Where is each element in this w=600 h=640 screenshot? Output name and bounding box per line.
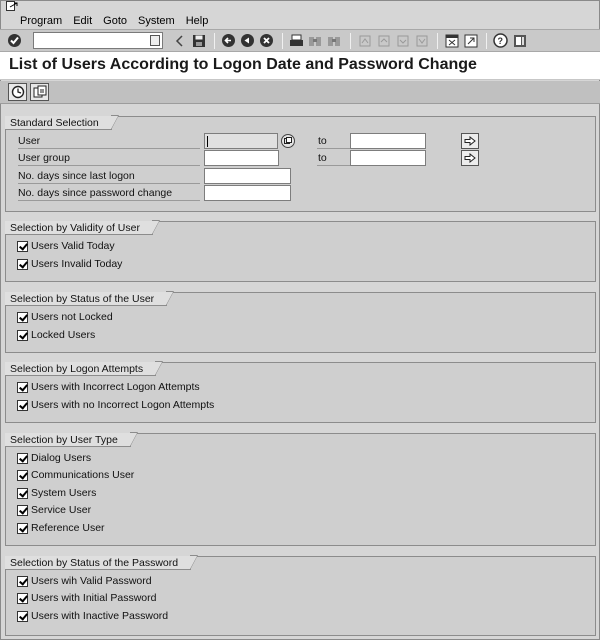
checkbox-label: Users wih Valid Password [31,575,152,587]
command-dropdown-icon[interactable] [150,35,160,46]
users-valid-today-checkbox[interactable] [17,241,28,252]
user-multiple-selection-button[interactable] [461,133,479,149]
help-icon[interactable] [492,32,509,49]
checkbox-row[interactable] [17,328,95,342]
user-label: User [18,133,200,149]
user-row [6,133,595,149]
value-help-button[interactable] [281,134,295,148]
toolbar-separator [350,33,351,49]
days-since-logon-input[interactable] [204,168,291,184]
system-menu-icon[interactable] [6,1,18,12]
checkbox-row[interactable] [17,398,214,412]
value-help-icon [284,137,292,145]
validity-of-user-group [5,221,596,282]
create-session-icon[interactable] [443,32,460,49]
standard-selection-group [5,116,596,212]
execute-clock-icon [11,85,25,99]
user-group-multiple-selection-button[interactable] [461,150,479,166]
checkbox-label: Users with Incorrect Logon Attempts [31,381,200,393]
days-since-logon-row [6,168,595,184]
checkbox-row[interactable] [17,380,200,394]
days-since-password-change-row [6,185,595,201]
title-bar [0,52,600,80]
locked-users-checkbox[interactable] [17,330,28,341]
user-group-row [6,150,595,166]
checkbox-row[interactable] [17,521,105,535]
exit-icon[interactable] [239,32,256,49]
reference-user-checkbox[interactable] [17,523,28,534]
menu-help[interactable]: Help [185,14,209,27]
checkbox-row[interactable] [17,503,91,517]
first-page-icon[interactable] [356,32,373,49]
dialog-users-checkbox[interactable] [17,453,28,464]
valid-password-checkbox[interactable] [17,576,28,587]
communications-user-checkbox[interactable] [17,470,28,481]
checkbox-row[interactable] [17,239,115,253]
shortcut-icon[interactable] [462,32,479,49]
execute-button[interactable] [8,83,27,101]
password-status-group [5,556,596,636]
checkbox-label: Dialog Users [31,452,92,464]
page-title: List of Users According to Logon Date and Password Change [9,56,477,73]
checkbox-label: System Users [31,487,97,499]
checkbox-label: Users not Locked [31,311,113,323]
checkbox-label: Locked Users [31,329,96,341]
toolbar-separator [282,33,283,49]
multiple-selection-arrow-icon [464,136,476,146]
enter-icon[interactable] [6,32,23,49]
variant-icon [33,85,47,99]
user-to-input[interactable] [350,133,426,149]
print-icon[interactable] [288,32,305,49]
users-not-locked-checkbox[interactable] [17,312,28,323]
previous-page-icon[interactable] [375,32,392,49]
system-users-checkbox[interactable] [17,488,28,499]
group-title: Selection by User Type [5,433,131,447]
user-group-from-input[interactable] [204,150,279,166]
save-icon[interactable] [190,32,207,49]
user-group-to-label: to [317,150,352,166]
command-field[interactable] [33,32,163,49]
logon-attempts-group [5,362,596,423]
back-icon[interactable] [220,32,237,49]
group-title: Selection by Logon Attempts [5,362,156,376]
checkbox-row[interactable] [17,486,96,500]
days-since-password-change-input[interactable] [204,185,291,201]
menu-edit[interactable]: Edit [73,14,93,27]
initial-password-checkbox[interactable] [17,593,28,604]
last-page-icon[interactable] [413,32,430,49]
checkbox-row[interactable] [17,257,122,271]
toolbar-separator [437,33,438,49]
incorrect-logon-attempts-checkbox[interactable] [17,382,28,393]
user-group-to-input[interactable] [350,150,426,166]
checkbox-label: Communications User [31,469,135,481]
checkbox-label: Users with Initial Password [31,592,157,604]
checkbox-label: Users with no Incorrect Logon Attempts [31,399,215,411]
checkbox-row[interactable] [17,310,113,324]
checkbox-label: Users with Inactive Password [31,610,169,622]
menu-system[interactable]: System [138,14,175,27]
checkbox-label: Reference User [31,522,105,534]
menu-goto[interactable]: Goto [103,14,128,27]
checkbox-label: Service User [31,504,92,516]
user-from-input[interactable] [204,133,278,149]
checkbox-label: Users Valid Today [31,240,115,252]
status-of-user-group [5,292,596,353]
prev-arrow-icon[interactable] [171,32,188,49]
group-title: Selection by Status of the User [5,292,167,306]
checkbox-label: Users Invalid Today [31,258,123,270]
customize-layout-icon[interactable] [511,32,528,49]
svg-text:?: ? [497,36,503,46]
checkbox-row[interactable] [17,451,91,465]
toolbar-separator [214,33,215,49]
find-icon[interactable] [307,32,324,49]
checkbox-row[interactable] [17,574,152,588]
checkbox-row[interactable] [17,609,168,623]
find-next-icon[interactable] [326,32,343,49]
service-user-checkbox[interactable] [17,505,28,516]
menu-bar [0,12,600,29]
user-type-group [5,433,596,546]
application-toolbar [0,81,600,104]
menu-program[interactable]: Program [20,14,63,27]
days-since-password-change-label: No. days since password change [18,185,200,201]
user-group-label: User group [18,150,200,166]
group-title: Selection by Status of the Password [5,556,191,570]
user-to-label: to [317,133,352,149]
users-invalid-today-checkbox[interactable] [17,259,28,270]
standard-toolbar [0,29,600,52]
text-cursor [207,136,208,147]
toolbar-separator [486,33,487,49]
group-title: Selection by Validity of User [5,221,153,235]
group-title: Standard Selection [5,116,112,130]
days-since-logon-label: No. days since last logon [18,168,200,184]
cancel-icon[interactable] [258,32,275,49]
get-variant-button[interactable] [30,83,49,101]
checkbox-row[interactable] [17,591,156,605]
checkbox-row[interactable] [17,468,134,482]
inactive-password-checkbox[interactable] [17,611,28,622]
no-incorrect-logon-attempts-checkbox[interactable] [17,400,28,411]
multiple-selection-arrow-icon [464,153,476,163]
next-page-icon[interactable] [394,32,411,49]
